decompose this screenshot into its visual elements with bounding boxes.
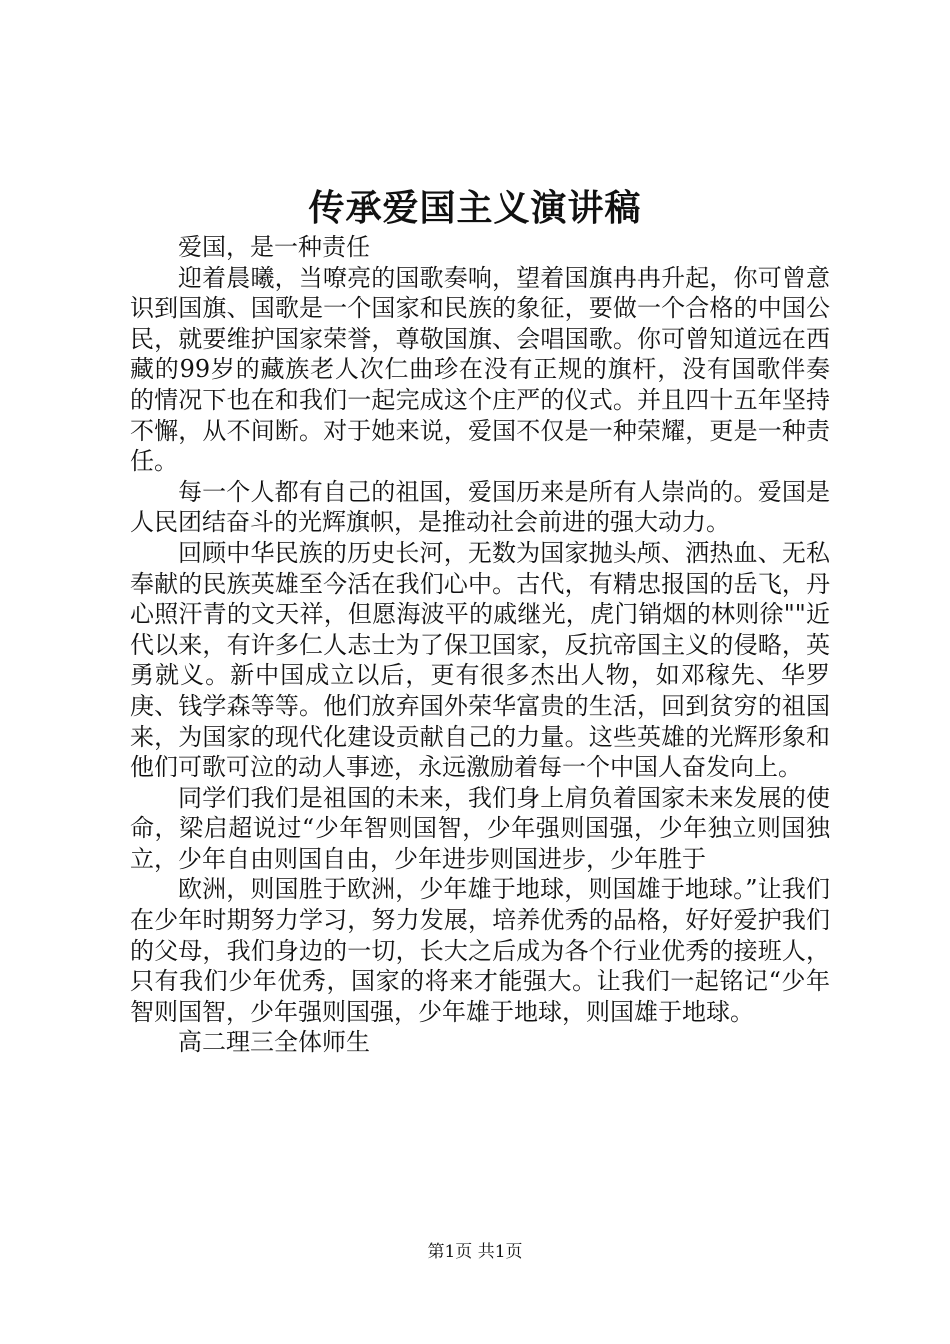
document-body [130,232,830,1058]
page-title: 传承爱国主义演讲稿 [308,187,642,229]
paragraph: 每一个人都有自己的祖国，爱国历来是所有人崇尚的。爱国是人民团结奋斗的光辉旗帜，是推动社会前进的强大动力。 [130,477,830,537]
paragraph-heading: 爱国，是一种责任 [178,233,370,261]
page-footer: 第1页 共1页 [427,1242,523,1262]
signature-line: 高二理三全体师生 [178,1028,370,1057]
paragraph: 回顾中华民族的历史长河，无数为国家抛头颅、洒热血、无私奉献的民族英雄至今活在我们心中。古代，有精忠报国的岳飞，丹心照汗青的文天祥，但愿海波平的戚继光，虎门销烟的林则徐""近代以来，有许多仁人志士为了保卫国家，反抗帝国主义的侵略，英勇就义。新中国成立以后，更有很多杰出人物，如邓稼先、华罗庚、钱学森等等。他们放弃国外荣华富贵的生活，回到贫穷的祖国来，为国家的现代化建设贡献自己的力量。这些英雄的光辉形象和他们可歌可泣的动人事迹，永远激励着每一个中国人奋发向上。 [130,538,830,782]
paragraph: 欧洲，则国胜于欧洲，少年雄于地球，则国雄于地球。”让我们在少年时期努力学习，努力发展，培养优秀的品格，好好爱护我们的父母，我们身边的一切，长大之后成为各个行业优秀的接班人，只有我们少年优秀，国家的将来才能强大。让我们一起铭记“少年智则国智，少年强则国强，少年雄于地球，则国雄于地球。 [130,875,830,1026]
paragraph: 迎着晨曦，当嘹亮的国歌奏响，望着国旗冉冉升起，你可曾意识到国旗、国歌是一个国家和民族的象征，要做一个合格的中国公民，就要维护国家荣誉，尊敬国旗、会唱国歌。你可曾知道远在西藏的99岁的藏族老人次仁曲珍在没有正规的旗杆，没有国歌伴奏的情况下也在和我们一起完成这个庄严的仪式。并且四十五年坚持不懈，从不间断。对于她来说，爱国不仅是一种荣耀，更是一种责任。 [130,263,830,476]
paragraph: 同学们我们是祖国的未来，我们身上肩负着国家未来发展的使命，梁启超说过“少年智则国智，少年强则国强，少年独立则国独立，少年自由则国自由，少年进步则国进步，少年胜于 [130,783,830,873]
